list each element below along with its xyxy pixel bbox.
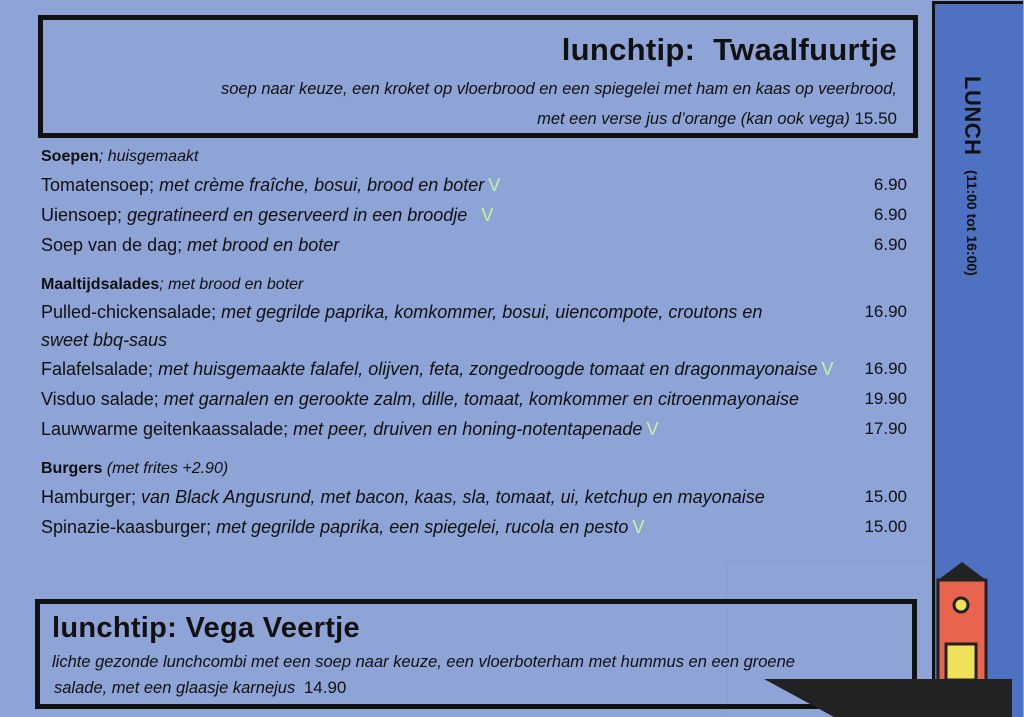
lunchtip-bottom-line2: salade, met een glaasje karnejus [54,679,296,697]
lunchtip-bottom-title: lunchtip: Vega Veertje [52,612,360,644]
vegetarian-mark: V [821,359,834,379]
vegetarian-mark: V [488,175,501,195]
menu-item: Lauwwarme geitenkaassalade; met peer, druiven en honing-notentapenade V 17.90 [41,414,911,444]
menu-item-price: 19.90 [864,389,907,408]
menu-item: Hamburger; van Black Angusrund, met bacon, kaas, sla, tomaat, ui, ketchup en mayonaise 15.00 [41,482,911,512]
lunch-label: LUNCH [960,76,985,156]
section-maaltijdsalades [41,272,911,444]
lunch-side-label [959,76,985,276]
lunchtip-bottom-price: 14.90 [303,678,347,697]
menu-item: Spinazie-kaasburger; met gegrilde paprika, een spiegelei, rucola en pesto V 15.00 [41,512,911,542]
section-heading: Maaltijdsalades; met brood en boter [41,276,304,293]
menu-item-price: 15.00 [864,487,907,506]
menu-item-price: 6.90 [873,205,907,224]
lighthouse-icon [930,560,994,685]
menu-item-price: 6.90 [873,235,907,254]
ground-shape [764,679,1012,717]
lunchtip-top-title: lunchtip: Twaalfuurtje [561,32,897,67]
lunchtip-top-description [137,74,897,134]
section-heading: Burgers (met frites +2.90) [41,460,229,477]
lunch-hours: (11:00 tot 16:00) [964,169,980,276]
lunchtip-twaalfuurtje-box [38,15,918,138]
menu-item-price: 6.90 [873,175,907,194]
menu-item: Falafelsalade; met huisgemaakte falafel, olijven, feta, zongedroogde tomaat en dragonmayonaise V 16.90 [41,354,911,384]
vegetarian-mark: V [632,517,645,537]
section-heading: Soepen; huisgemaakt [41,148,199,165]
lunchtip-top-line2: met een verse jus d’orange (kan ook vega) [537,110,850,128]
menu-item-price: 16.90 [864,359,907,378]
lunchtip-top-price: 15.50 [854,109,897,128]
lunchtip-top-line1: soep naar keuze, een kroket op vloerbrood en een spiegelei met ham en kaas op veerbrood, [220,80,897,98]
menu-item-price: 15.00 [864,517,907,536]
lunchtip-bottom-line1: lichte gezonde lunchcombi met een soep naar keuze, een vloerboterham met hummus en een groene [52,653,795,671]
menu-item: Pulled-chickensalade; met gegrilde paprika, komkommer, bosui, uiencompote, croutons en sweet bbq-saus 16.90 [41,298,911,354]
section-soepen [41,144,911,260]
vegetarian-mark: V [646,419,659,439]
menu-item: Tomatensoep; met crème fraîche, bosui, brood en boter V 6.90 [41,170,911,200]
menu-item-price: 17.90 [864,419,907,438]
menu-item-price: 16.90 [864,302,907,321]
menu-item: Visduo salade; met garnalen en gerookte zalm, dille, tomaat, komkommer en citroenmayonaise 19.90 [41,384,911,414]
menu-item: Uiensoep; gegratineerd en geserveerd in een broodje V 6.90 [41,200,911,230]
vegetarian-mark: V [481,205,494,225]
menu-item: Soep van de dag; met brood en boter 6.90 [41,230,911,260]
menu-list [41,144,911,554]
section-burgers [41,456,911,542]
